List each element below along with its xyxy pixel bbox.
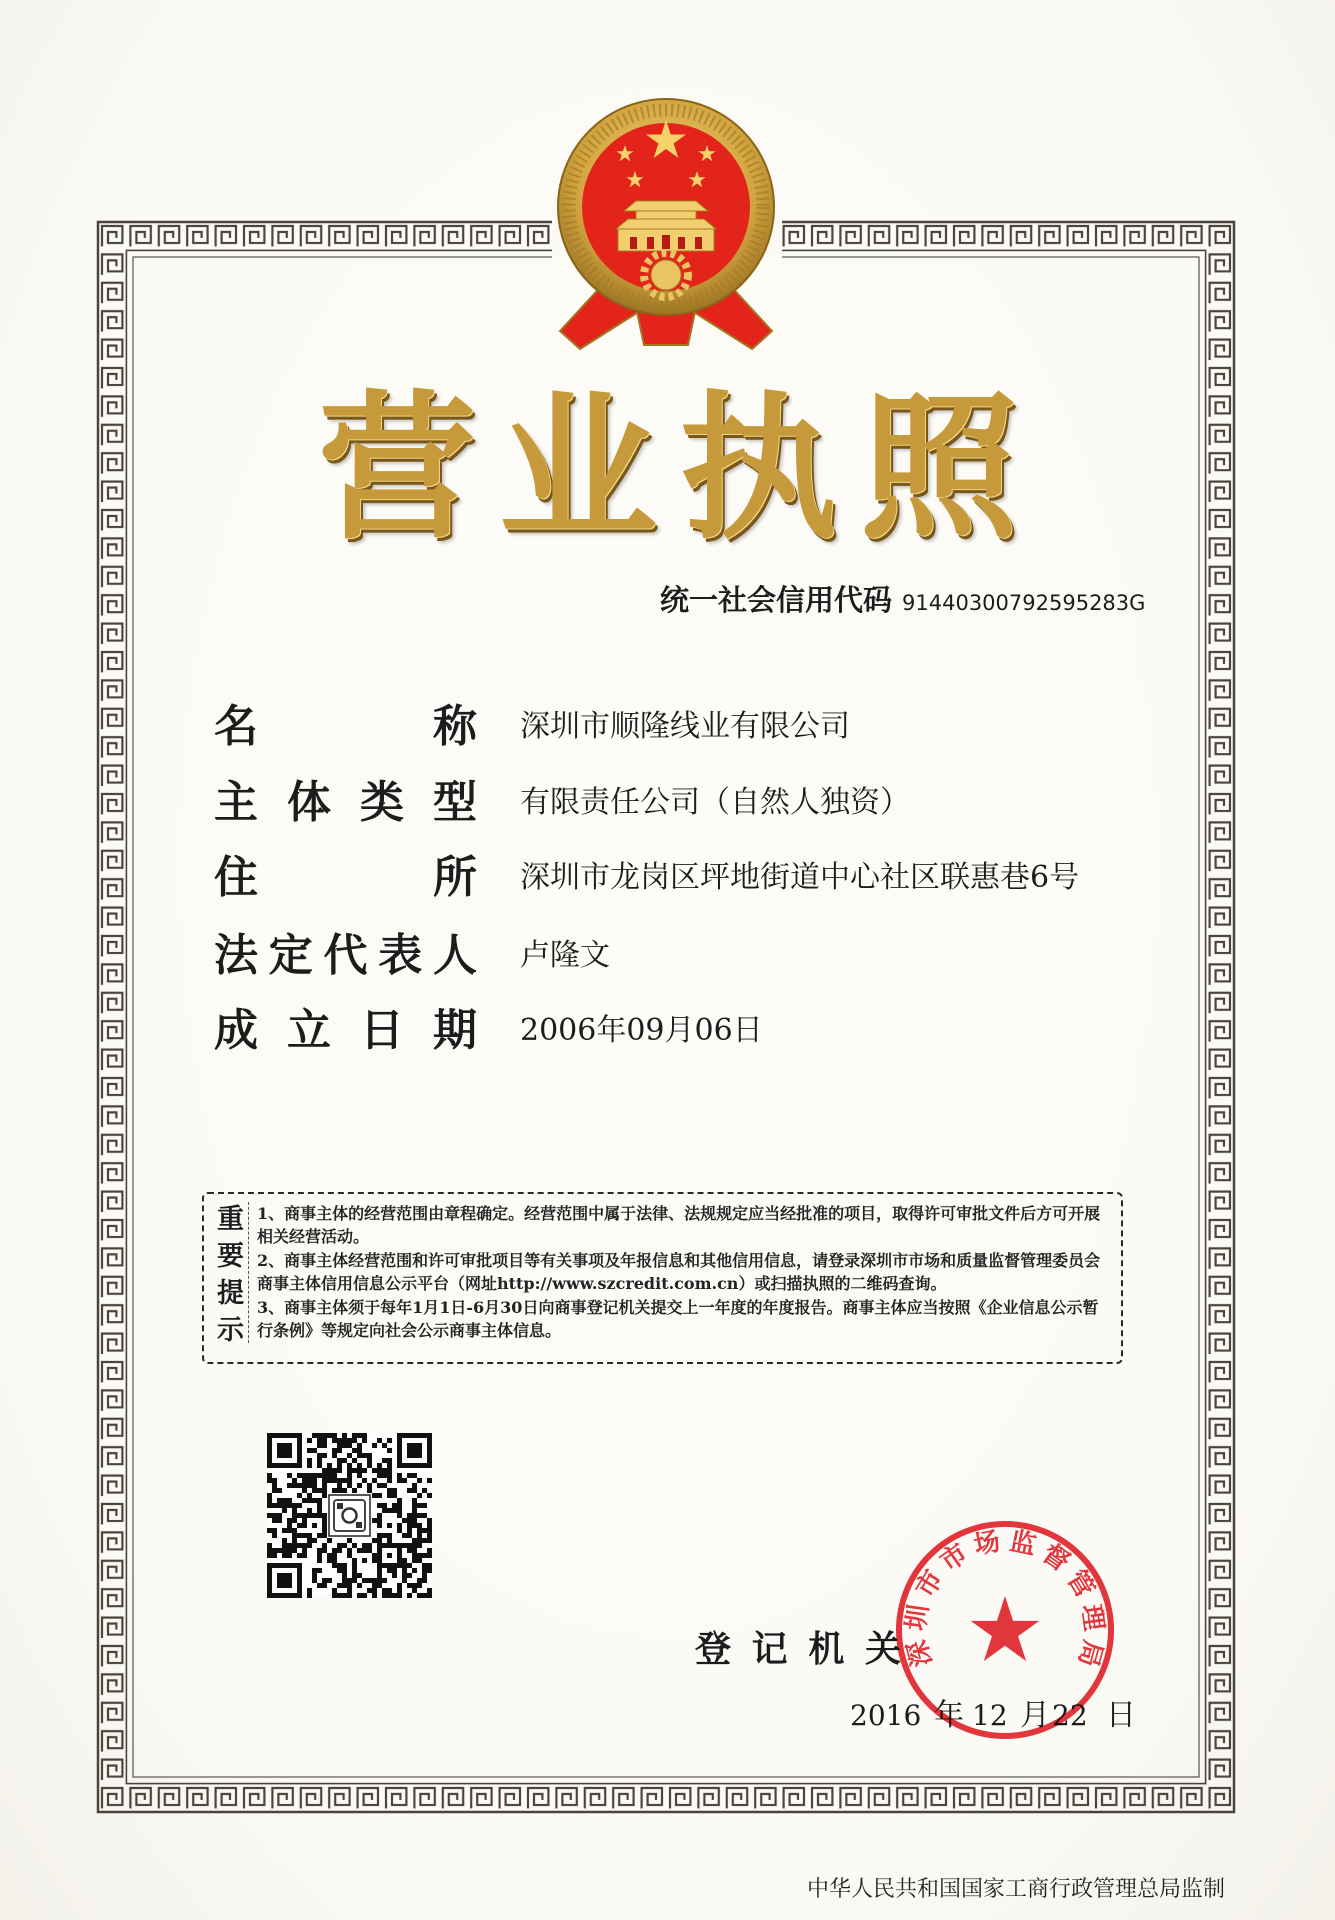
label-char: 执 xyxy=(679,376,838,561)
label-char: 主 xyxy=(214,777,258,828)
field-label xyxy=(214,775,477,831)
notice-item: 2、商事主体经营范围和许可审批项目等有关事项及年报信息和其他信用信息，请登录深圳市市场和质量监督管理委员会商事主体信用信息公示平台（网址http://www.szcredit.com.cn）或扫描执照的二维码查询。 xyxy=(257,1251,1101,1293)
notice-title: 重要提示 xyxy=(212,1204,243,1352)
credit-code-value: 91440300792595283G xyxy=(902,591,1146,615)
label-char: 日 xyxy=(360,1005,404,1056)
label-char: 体 xyxy=(287,777,331,828)
registration-authority-label xyxy=(695,1628,901,1672)
seal-text: 深圳市市场监督管理局 xyxy=(901,1526,1109,1670)
field-label xyxy=(214,928,477,984)
label-char: 表 xyxy=(378,930,423,981)
label-char: 法 xyxy=(214,930,258,981)
field-row-name xyxy=(214,699,850,755)
national-emblem xyxy=(536,85,796,355)
field-value-established-date: 2006年09月06日 xyxy=(520,1013,763,1048)
issue-date-day: 22 xyxy=(1052,1699,1088,1732)
issue-date-year-unit: 年 xyxy=(934,1698,964,1733)
credit-code xyxy=(660,582,1145,621)
label-char: 名 xyxy=(214,701,258,752)
important-notice-box xyxy=(202,1192,1123,1364)
official-seal xyxy=(885,1510,1125,1750)
field-label xyxy=(214,1003,477,1059)
field-value-legal-representative: 卢隆文 xyxy=(520,938,610,973)
qr-logo-icon xyxy=(329,1495,370,1536)
label-char: 营 xyxy=(318,376,476,561)
issue-date-day-unit: 日 xyxy=(1106,1698,1136,1733)
supervision-footer: 中华人民共和国国家工商行政管理总局监制 xyxy=(807,1877,1226,1902)
label-char: 立 xyxy=(287,1005,331,1056)
seal-star-icon xyxy=(971,1596,1039,1661)
field-value-address: 深圳市龙岗区坪地街道中心社区联惠巷6号 xyxy=(520,860,1080,895)
field-row-established-date xyxy=(214,1003,763,1059)
label-char: 成 xyxy=(214,1005,258,1056)
label-char: 住 xyxy=(214,852,258,903)
license-title xyxy=(318,376,1018,561)
qr-code xyxy=(267,1433,432,1598)
label-char: 记 xyxy=(751,1629,788,1670)
issue-date-month: 12 xyxy=(972,1699,1008,1732)
label-char: 关 xyxy=(864,1629,901,1670)
label-char: 代 xyxy=(323,930,368,981)
notice-item: 3、商事主体须于每年1月1日-6月30日向商事登记机关提交上一年度的年度报告。商事主体应当按照《企业信息公示暂行条例》等规定向社会公示商事主体信息。 xyxy=(257,1298,1099,1340)
label-char: 型 xyxy=(433,777,477,828)
label-char: 人 xyxy=(433,930,477,981)
notice-item: 1、商事主体的经营范围由章程确定。经营范围中属于法律、法规规定应当经批准的项目，取得许可审批文件后方可开展相关经营活动。 xyxy=(257,1204,1101,1246)
label-char: 定 xyxy=(268,930,313,981)
field-value-entity-type: 有限责任公司（自然人独资） xyxy=(520,785,910,820)
field-row-entity-type xyxy=(214,775,910,831)
field-value-company-name: 深圳市顺隆线业有限公司 xyxy=(520,709,850,744)
field-label xyxy=(214,699,477,755)
label-char: 称 xyxy=(433,701,477,752)
label-char: 所 xyxy=(433,852,477,903)
label-char: 照 xyxy=(859,376,1018,561)
label-char: 业 xyxy=(498,376,657,561)
field-row-legal-representative xyxy=(214,928,610,984)
label-char: 类 xyxy=(360,777,404,828)
issue-date-month-unit: 月 xyxy=(1020,1698,1050,1733)
label-char: 登 xyxy=(695,1629,732,1670)
field-label xyxy=(214,850,477,906)
field-row-address xyxy=(214,850,1079,906)
label-char: 机 xyxy=(808,1629,845,1670)
notice-body xyxy=(248,1202,1113,1343)
issue-date-year: 2016 xyxy=(850,1699,922,1732)
label-char: 期 xyxy=(433,1005,477,1056)
credit-code-label: 统一社会信用代码 xyxy=(660,583,893,617)
